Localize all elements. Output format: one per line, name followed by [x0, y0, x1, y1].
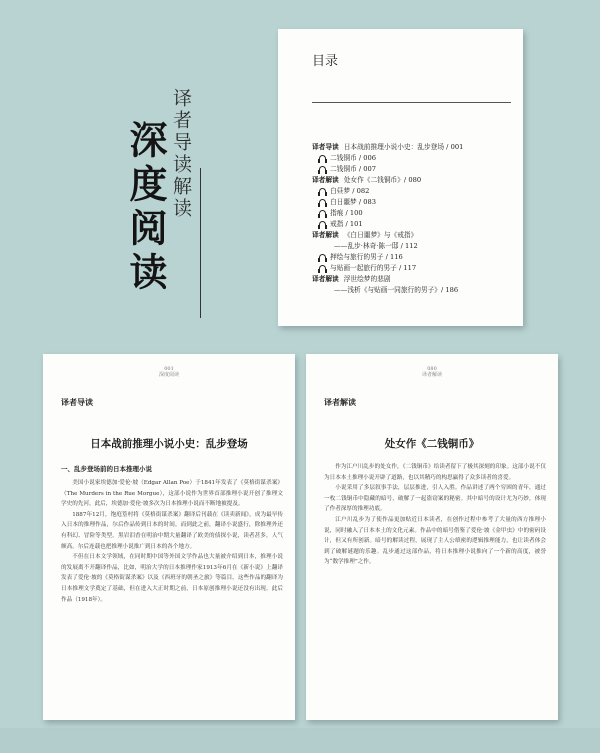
toc-entry[interactable]: [312, 208, 517, 219]
title-divider: [200, 168, 201, 318]
page-header: [43, 366, 295, 378]
cover-subtitle: 译者导读解读: [170, 88, 192, 220]
paragraph: 美国小说家埃德加·爱伦·坡（Edgar Allan Poe）于1841年发表了《莫格街谋杀案》（The Murders in the Rue Morgue），这部小说作为世界首部推理小说开创了推理文学史的先河。此后，埃德加·爱伦·坡多次为日本推理小说而不断地被提及。: [61, 480, 283, 508]
paragraph: 作为江户川乱步的处女作，《二钱铜币》给读者留下了极其深刻的印象。这部小说不仅为日本本土推理小说开辟了道路，也以其精巧的构思赢得了众多读者的喜爱。: [324, 464, 546, 481]
toc-entry-text: 白日噩梦 / 083: [330, 198, 377, 206]
toc-entry-text: ——乱步·林奇·陈一邸 / 112: [334, 242, 418, 250]
article-body: [61, 478, 283, 605]
headphones-icon: [318, 210, 327, 218]
toc-entry-text: 二钱铜币 / 006: [330, 154, 377, 162]
toc-entry-text: 白昼梦 / 082: [330, 187, 370, 195]
toc-title: 目录: [312, 54, 339, 69]
page-number: 080: [427, 366, 437, 372]
toc-page: [278, 29, 523, 326]
toc-entry[interactable]: [312, 153, 517, 164]
article-title: 日本战前推理小说小史：乱步登场: [90, 438, 248, 450]
headphones-icon: [318, 221, 327, 229]
paragraph: 小说采用了多层叙事手法，层层推进，引人入胜。作品讲述了两个穷困的青年，通过一枚二钱铜币中隐藏的暗号，破解了一起盗窃案的秘密。其中暗号的设计尤为巧妙，体现了作者深厚的推理功底。: [324, 485, 546, 513]
toc-entry-text: ——浅析《与贴画一同旅行的男子》/ 186: [334, 286, 459, 294]
toc-entry-text: 日本战前推理小说小史：乱步登场 / 001: [343, 143, 464, 151]
table-surface: [0, 728, 600, 753]
toc-entry-label: 译者导读: [312, 143, 339, 151]
headphones-icon: [318, 188, 327, 196]
toc-entry-text: 押绘与旅行的男子 / 116: [330, 253, 403, 261]
page-header: [306, 366, 558, 378]
toc-entry[interactable]: [312, 175, 517, 186]
toc-entry-text: 浮世绘梦的悲剧: [343, 275, 391, 283]
section-label: 译者导读: [61, 398, 93, 407]
article-body: [324, 462, 546, 568]
headphones-icon: [318, 254, 327, 262]
article-title: 处女作《二钱铜币》: [384, 438, 480, 450]
toc-divider: [312, 102, 511, 103]
toc-entry-text: 处女作《二钱铜币》/ 080: [343, 176, 422, 184]
toc-entry[interactable]: [312, 241, 517, 252]
toc-entry-label: 译者解读: [312, 176, 339, 184]
paragraph: 江户川乱步为了使作品更加贴近日本读者，在创作过程中参考了大量的西方推理小说，同时融入了日本本土的文化元素。作品中的暗号借鉴了爱伦·坡《金甲虫》中的密码设计，但又有所创新。暗号的解读过程，展现了主人公缜密的逻辑推理能力，也让读者体会到了破解谜题的乐趣。乱步通过这部作品，将日本推理小说推向了一个新的高度，被誉为“数学推理”之作。: [324, 516, 546, 566]
page-number: 001: [164, 366, 174, 372]
left-page: [43, 354, 295, 720]
toc-entry[interactable]: [312, 197, 517, 208]
paragraph: 不但在日本文学领域，在同时期中国等外国文学作品也大量被介绍到日本，推理小说的发展离不开翻译作品，比如，明治大学的日本推理作家1913年6月在《新小说》上翻译发表了爱伦·坡的《莫格街谋杀案》以及《西班牙的朝圣之旅》等篇目。这些作品的翻译为日本推理文学奠定了基础，但在进入大正时期之前，日本原创推理小说还没有出现。此后作品（1918年）。: [61, 554, 283, 603]
headphones-icon: [318, 199, 327, 207]
running-head: 深度阅读: [158, 372, 179, 378]
right-page: [306, 354, 558, 720]
toc-entry[interactable]: [312, 164, 517, 175]
toc-entry[interactable]: [312, 142, 517, 153]
toc-entry[interactable]: [312, 285, 517, 296]
toc-entry[interactable]: [312, 263, 517, 274]
headphones-icon: [318, 155, 327, 163]
headphones-icon: [318, 166, 327, 174]
toc-entry-text: 二钱铜币 / 007: [330, 165, 377, 173]
toc-entry-text: 《白日噩梦》与《戒指》: [343, 231, 418, 239]
toc-entry-text: 戒指 / 101: [330, 220, 363, 228]
toc-entry[interactable]: [312, 252, 517, 263]
toc-entry[interactable]: [312, 274, 517, 285]
toc-list: [312, 142, 517, 296]
toc-entry[interactable]: [312, 186, 517, 197]
toc-entry-label: 译者解读: [312, 231, 339, 239]
toc-entry[interactable]: [312, 230, 517, 241]
toc-entry-text: 与贴画一起旅行的男子 / 117: [330, 264, 417, 272]
toc-entry[interactable]: [312, 219, 517, 230]
cover-title: 深度阅读: [123, 120, 168, 296]
section-label: 译者解读: [324, 398, 356, 407]
running-head: 译者解读: [421, 372, 442, 378]
headphones-icon: [318, 265, 327, 273]
toc-entry-label: 译者解读: [312, 275, 339, 283]
section-heading: 一、乱步登场前的日本推理小说: [61, 465, 152, 473]
toc-entry-text: 指痕 / 100: [330, 209, 363, 217]
paragraph: 1887年12月，饱庭篁村将《莫格街谋杀案》翻译后刊载在《读卖新闻》，成为最早传入日本的推理作品，尔后作品传到日本的时间。而到此之前，翻译小说盛行，除推理外还有科幻、冒险等类型。黑岩泪香在明治中期大量翻译了欧美的侦探小说，读者甚多，人气颇高。尔后连载也把推理小说推广到日本的各个地方。: [61, 511, 283, 550]
